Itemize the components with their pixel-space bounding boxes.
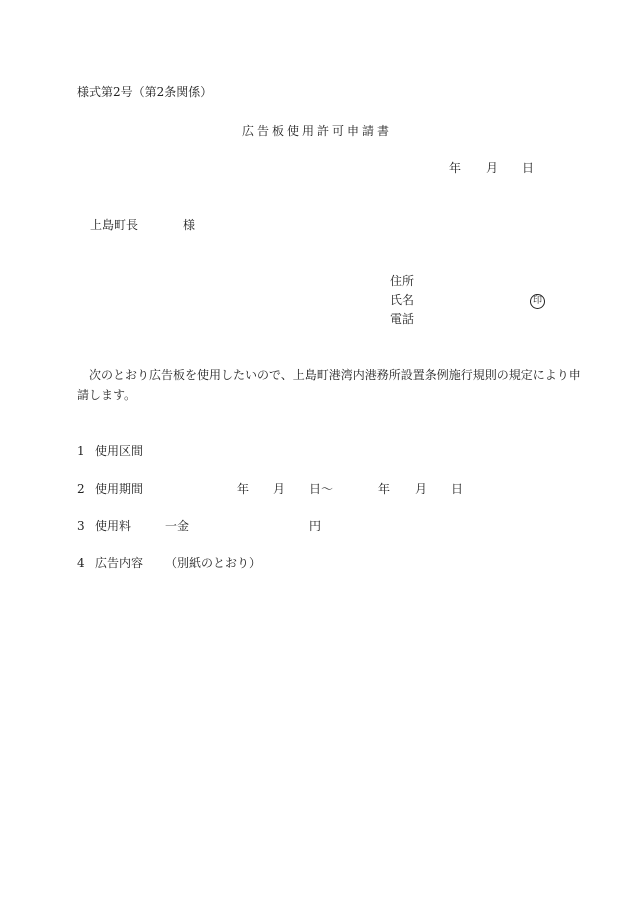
seal-icon: 印 <box>530 294 545 309</box>
item-1-number: 1 <box>77 444 85 458</box>
item-2-number: 2 <box>77 482 85 496</box>
item-4-number: 4 <box>77 556 85 570</box>
addressee-honorific: 様 <box>183 218 196 232</box>
period-start-month: 月 <box>273 482 286 496</box>
item-3-label: 使用料 <box>95 519 132 533</box>
form-title: 広告板使用許可申請書 <box>242 124 393 138</box>
applicant-name-label: 氏名 <box>390 293 415 307</box>
request-statement: 次のとおり広告板を使用したいので、上島町港湾内港務所設置条例施行規則の規定により申請します。 <box>77 368 581 402</box>
item-2-label: 使用期間 <box>95 482 144 496</box>
applicant-address-label: 住所 <box>390 274 415 288</box>
content-note: （別紙のとおり） <box>165 556 262 570</box>
applicant-phone-label: 電話 <box>390 312 415 326</box>
period-start-year: 年 <box>237 482 250 496</box>
item-3-number: 3 <box>77 519 85 533</box>
date-month-label: 月 <box>486 161 499 175</box>
addressee-name: 上島町長 <box>90 218 139 232</box>
period-end-day: 日 <box>451 482 464 496</box>
seal-mark <box>530 291 545 309</box>
form-number: 様式第2号（第2条関係） <box>77 85 213 99</box>
fee-prefix: 一金 <box>165 519 190 533</box>
period-end-year: 年 <box>378 482 391 496</box>
date-day-label: 日 <box>522 161 535 175</box>
date-year-label: 年 <box>449 161 462 175</box>
fee-unit: 円 <box>309 519 322 533</box>
item-4-label: 広告内容 <box>95 556 144 570</box>
item-1-label: 使用区間 <box>95 444 144 458</box>
period-start-day: 日～ <box>309 482 334 496</box>
period-end-month: 月 <box>415 482 428 496</box>
